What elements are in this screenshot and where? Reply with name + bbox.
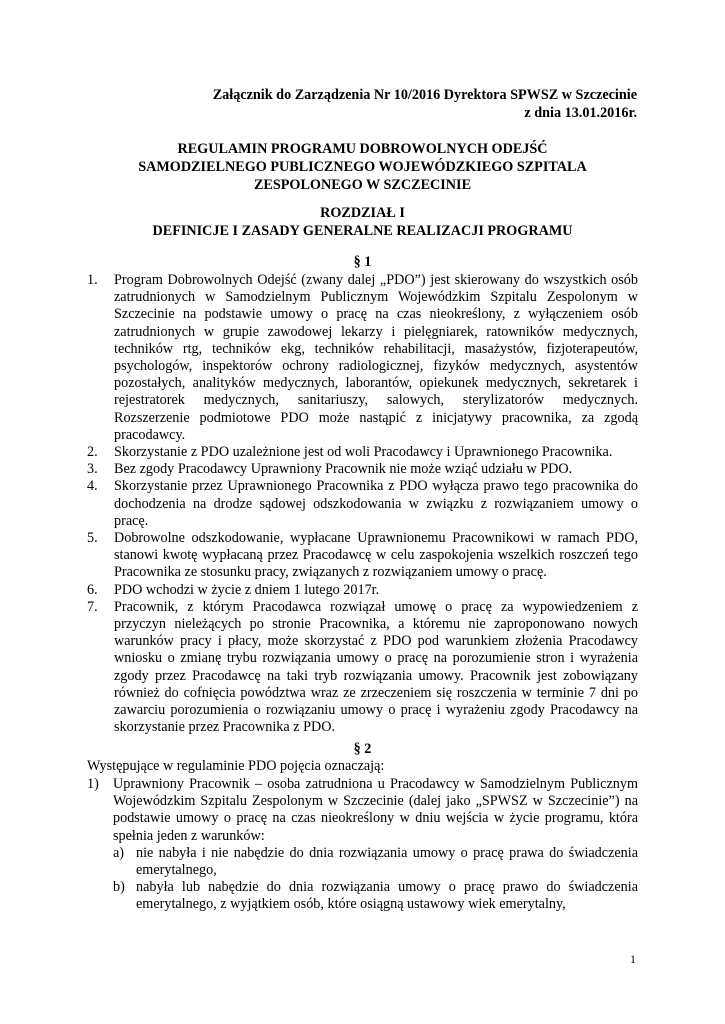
section-2-heading: § 2	[353, 741, 372, 757]
sub-item-text: nie nabyła i nie nabędzie do dnia rozwiązania umowy o pracę prawa do świadczenia emerytalnego,	[136, 844, 638, 879]
sub-list-item	[113, 845, 638, 879]
item-number: 1)	[87, 776, 99, 792]
item-number: 7.	[87, 598, 98, 615]
sub-item-text: nabyła lub nabędzie do dnia rozwiązania umowy o pracę prawo do świadczenia emerytalnego, z wyjątkiem osób, które osiągną ustawowy wiek emerytalny,	[136, 879, 638, 913]
list-item	[87, 776, 638, 914]
item-text: Uprawniony Pracownik – osoba zatrudniona u Pracodawcy w Samodzielnym Publicznym Wojewódzkim Szpitalu Zespolonym w Szczecinie (dalej jako „SPWSZ w Szczecinie”) na podstawie umowy o pracę na czas nieokreślony w dniu wejścia w życie programu, która spełnia jeden z warunków:	[113, 776, 638, 844]
section-1-list	[87, 272, 638, 736]
sub-list-item	[113, 879, 638, 913]
title-line-1: REGULAMIN PROGRAMU DOBROWOLNYCH ODEJŚĆ	[177, 141, 548, 157]
document-title	[0, 140, 725, 194]
page-number: 1	[630, 952, 636, 966]
item-number: 1.	[87, 272, 98, 288]
list-item	[87, 478, 638, 530]
chapter-number: ROZDZIAŁ I	[320, 205, 405, 221]
list-item	[87, 444, 638, 461]
item-number: 5.	[87, 530, 98, 547]
attachment-header	[213, 86, 637, 122]
item-text: Skorzystanie przez Uprawnionego Pracownika z PDO wyłącza prawo tego pracownika do dochodzenia na drodze sądowej odszkodowania w związku z rozwiązaniem umowy o pracę.	[114, 478, 638, 529]
section-1-heading: § 1	[353, 254, 372, 270]
list-item	[87, 599, 638, 737]
item-text: Skorzystanie z PDO uzależnione jest od woli Pracodawcy i Uprawnionego Pracownika.	[114, 444, 613, 461]
sub-item-letter: b)	[113, 879, 125, 896]
header-line-2: z dnia 13.01.2016r.	[524, 105, 637, 121]
list-item	[87, 530, 638, 582]
chapter-title: DEFINICJE I ZASADY GENERALNE REALIZACJI PROGRAMU	[152, 223, 573, 239]
section-2-intro: Występujące w regulaminie PDO pojęcia oznaczają:	[87, 758, 385, 774]
item-text: PDO wchodzi w życie z dniem 1 lutego 2017r.	[114, 581, 380, 598]
list-item	[87, 461, 638, 478]
item-text: Bez zgody Pracodawcy Uprawniony Pracownik nie może wziąć udziału w PDO.	[114, 461, 573, 478]
header-line-1: Załącznik do Zarządzenia Nr 10/2016 Dyrektora SPWSZ w Szczecinie	[212, 87, 637, 103]
chapter-heading	[0, 204, 725, 240]
section-2-list	[87, 776, 638, 914]
title-line-3: ZESPOLONEGO W SZCZECINIE	[253, 177, 472, 193]
item-number: 3.	[87, 461, 98, 478]
item-number: 2.	[87, 444, 98, 461]
item-text: Program Dobrowolnych Odejść (zwany dalej „PDO”) jest skierowany do wszystkich osób zatrudnionych w Samodzielnym Publicznym Wojewódzkim Szpitalu Zespolonym w Szczecinie na podstawie umowy o pracę na czas nieokreślony, z wyłączeniem osób zatrudnionych w grupie zawodowej lekarzy i pielęgniarek, ratowników medycznych, techników rtg, techników ekg, techników rehabilitacji, masażystów, fizjoterapeutów, psychologów, inspektorów ochrony radiologicznej, fizyków medycznych, asystentów pozostałych, analityków medycznych, laborantów, opiekunek medycznych, sekretarek i rejestratorek medycznych, sanitariuszy, salowych, sterylizatorów medycznych. Rozszerzenie podmiotowe PDO może nastąpić z inicjatywy pracownika, za zgodą pracodawcy.	[114, 272, 638, 443]
item-number: 6.	[87, 581, 98, 598]
list-item	[87, 582, 638, 599]
title-line-2: SAMODZIELNEGO PUBLICZNEGO WOJEWÓDZKIEGO SZPITALA	[138, 159, 587, 175]
item-text: Pracownik, z którym Pracodawca rozwiązał umowę o pracę za wypowiedzeniem z przyczyn nieleżących po stronie Pracownika, a któremu nie zaproponowano nowych warunków pracy i płacy, może skorzystać z PDO pod warunkiem złożenia Pracodawcy wniosku o zmianę trybu rozwiązania umowy o pracę na porozumienie stron i wyrażenia zgody przez Pracodawcę na taki tryb rozwiązania umowy. Pracownik jest zobowiązany również do cofnięcia powództwa wraz ze zrzeczeniem się roszczenia w terminie 7 dni po zawarciu porozumienia o rozwiązaniu umowy o pracę i wyrażeniu zgody Pracodawcy na skorzystanie przez Pracownika z PDO.	[114, 598, 638, 736]
list-item	[87, 272, 638, 444]
item-number: 4.	[87, 478, 98, 495]
sub-item-letter: a)	[113, 844, 125, 861]
item-text: Dobrowolne odszkodowanie, wypłacane Uprawnionemu Pracownikowi w ramach PDO, stanowi kwotę wypłacaną przez Pracodawcę w celu zaspokojenia wszelkich roszczeń tego Pracownika ze stosunku pracy, związanych z rozwiązaniem umowy o pracę.	[114, 530, 638, 581]
